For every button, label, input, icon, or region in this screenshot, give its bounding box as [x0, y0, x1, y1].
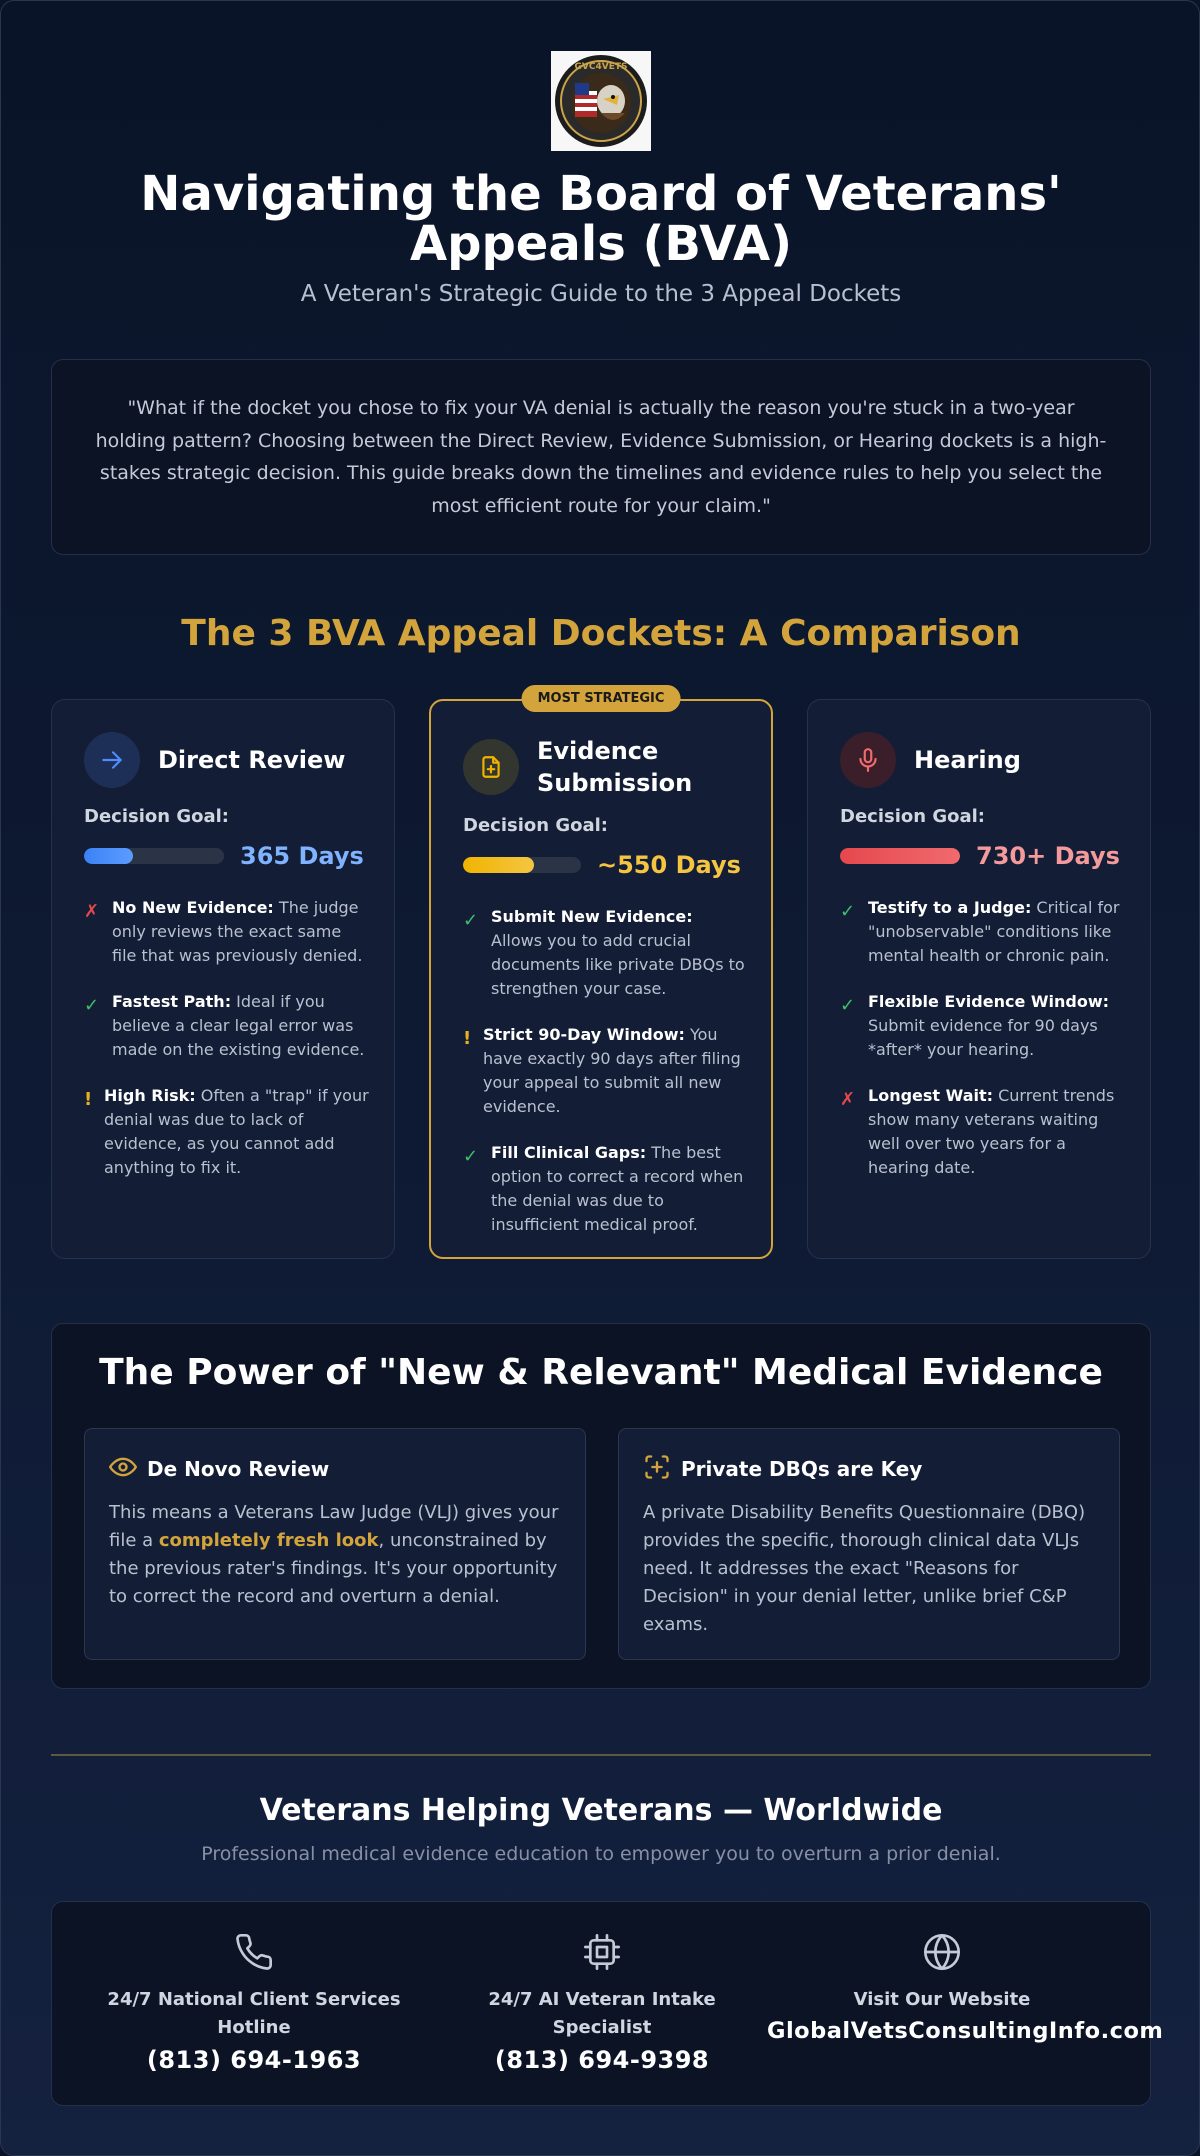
contact-label-line1: 24/7 National Client Services [107, 1989, 401, 2010]
point-text: Often a "trap" if your denial was due to lack of evidence, as you cannot add anything to fix it. [104, 1086, 369, 1177]
decision-goal-label: Decision Goal: [840, 806, 985, 827]
page-title-line1: Navigating the Board of Veterans' [140, 166, 1062, 222]
card-title: Hearing [914, 746, 1021, 774]
private-dbq-card [618, 1428, 1120, 1660]
point-text: The judge only reviews the exact same file that was previously denied. [112, 898, 363, 965]
decision-goal-label: Decision Goal: [463, 815, 608, 836]
card-points [840, 896, 1126, 1202]
de-novo-header [109, 1453, 561, 1485]
list-item [463, 905, 747, 1001]
contact-website[interactable] [767, 1932, 1164, 2044]
contact-box [51, 1901, 1164, 2106]
point-title: High Risk: [104, 1086, 196, 1105]
footer-title: Veterans Helping Veterans — Worldwide [259, 1793, 943, 1828]
divider [51, 1754, 1151, 1756]
decision-goal-row [840, 842, 1120, 870]
contact-label [84, 1986, 424, 2042]
list-item [84, 1084, 370, 1180]
list-item [840, 896, 1126, 968]
docket-card-hearing [807, 699, 1151, 1259]
progress-bar [463, 857, 581, 873]
list-item [840, 990, 1126, 1062]
progress-bar-fill [840, 848, 960, 864]
contact-hotline[interactable] [84, 1932, 424, 2074]
cpu-chip-icon [432, 1932, 772, 1972]
globe-icon [767, 1932, 1117, 1972]
check-icon: ✓ [840, 995, 856, 1016]
decision-days: 365 Days [240, 842, 364, 870]
page-title-line2: Appeals (BVA) [409, 216, 793, 272]
decision-goal-row [463, 851, 741, 879]
arrow-right-icon [84, 732, 140, 788]
progress-bar-fill [84, 848, 133, 864]
medical-evidence-section [51, 1323, 1151, 1689]
warning-icon: ! [84, 1089, 93, 1110]
point-title: No New Evidence: [112, 898, 274, 917]
list-item [84, 896, 370, 968]
highlight-text: completely fresh look [158, 1530, 379, 1551]
intro-quote-text: "What if the docket you chose to fix your VA denial is actually the reason you're stuck in a two-year holding pattern? Choosing between the Direct Review, Evidence Submission, or Hearing dockets is a high-stakes strategic decision. This guide breaks down the timelines and evidence rules to help you select the most efficient route for your claim." [95, 397, 1107, 517]
decision-goal-row [84, 842, 364, 870]
point-title: Flexible Evidence Window: [868, 992, 1110, 1011]
logo [551, 51, 651, 151]
card-title: Direct Review [158, 746, 346, 774]
card-header [84, 732, 345, 788]
point-text: You have exactly 90 days after filing your appeal to submit all new evidence. [483, 1025, 741, 1116]
check-icon: ✓ [463, 1146, 479, 1167]
eye-icon [109, 1453, 137, 1485]
docket-card-direct-review [51, 699, 395, 1259]
de-novo-card [84, 1428, 586, 1660]
point-title: Testify to a Judge: [868, 898, 1032, 917]
warning-icon: ! [463, 1028, 472, 1049]
page-subtitle: A Veteran's Strategic Guide to the 3 Appeal Dockets [300, 281, 902, 307]
point-title: Longest Wait: [868, 1086, 994, 1105]
contact-ai-intake[interactable] [432, 1932, 772, 2074]
footer-subtitle: Professional medical evidence education to empower you to overturn a prior denial. [201, 1843, 1001, 1865]
check-icon: ✓ [840, 901, 856, 922]
hotline-phone-number[interactable]: (813) 694-1963 [146, 2046, 362, 2074]
card-header [840, 732, 1021, 788]
progress-bar [84, 848, 224, 864]
progress-bar-fill [463, 857, 534, 873]
card-points [463, 905, 747, 1259]
point-text: Critical for "unobservable" conditions like mental health or chronic pain. [868, 898, 1120, 965]
contact-label-line1: 24/7 AI Veteran Intake [488, 1989, 716, 2010]
list-item [84, 990, 370, 1062]
private-dbq-header [643, 1453, 1095, 1485]
decision-days: ~550 Days [597, 851, 741, 879]
contact-label-line1: Visit Our Website [853, 1989, 1031, 2010]
card-title: Evidence Submission [537, 737, 693, 797]
intro-quote-box [51, 359, 1151, 555]
point-text: Ideal if you believe a clear legal error was made on the existing evidence. [112, 992, 365, 1059]
point-title: Submit New Evidence: [491, 907, 693, 926]
eagle-seal-logo-icon [553, 53, 649, 149]
decision-goal-label: Decision Goal: [84, 806, 229, 827]
list-item [463, 1141, 747, 1237]
card-points [84, 896, 370, 1202]
page-title [1, 166, 1200, 272]
contact-label [432, 1986, 772, 2042]
contact-label [767, 1986, 1117, 2014]
list-item [840, 1084, 1126, 1180]
ai-intake-phone-number[interactable]: (813) 694-9398 [494, 2046, 710, 2074]
comparison-title: The 3 BVA Appeal Dockets: A Comparison [181, 613, 1021, 654]
check-icon: ✓ [463, 910, 479, 931]
point-text: The best option to correct a record when the denial was due to insufficient medical proof. [491, 1143, 744, 1234]
private-dbq-title: Private DBQs are Key [681, 1457, 923, 1481]
point-title: Strict 90-Day Window: [483, 1025, 685, 1044]
point-title: Fill Clinical Gaps: [491, 1143, 647, 1162]
phone-icon [84, 1932, 424, 1972]
point-text: Submit evidence for 90 days *after* your hearing. [868, 1016, 1098, 1059]
scan-plus-icon [643, 1453, 671, 1485]
decision-days: 730+ Days [976, 842, 1120, 870]
point-text: Current trends show many veterans waiting well over two years for a hearing date. [868, 1086, 1115, 1177]
point-title: Fastest Path: [112, 992, 232, 1011]
de-novo-title: De Novo Review [147, 1457, 330, 1481]
list-item [463, 1023, 747, 1119]
contact-label-line2: Hotline [217, 2017, 291, 2038]
medical-evidence-title: The Power of "New & Relevant" Medical Evidence [99, 1352, 1103, 1393]
de-novo-text: This means a Veterans Law Judge (VLJ) gives your file a completely fresh look, unconstrained by the previous rater's findings. It's your opportunity to correct the record and overturn a denial. [109, 1502, 559, 1607]
website-link[interactable]: GlobalVetsConsultingInfo.com [767, 2018, 1164, 2044]
file-plus-icon [463, 739, 519, 795]
most-strategic-badge: MOST STRATEGIC [522, 685, 681, 712]
card-header [463, 735, 737, 799]
check-icon: ✓ [84, 995, 100, 1016]
point-text: Allows you to add crucial documents like private DBQs to strengthen your case. [491, 931, 745, 998]
docket-card-evidence-submission [429, 691, 773, 1259]
progress-bar [840, 848, 960, 864]
svg-text:GVC4VETS: GVC4VETS [574, 62, 628, 72]
x-mark-icon: ✗ [84, 901, 100, 922]
microphone-icon [840, 732, 896, 788]
contact-label-line2: Specialist [552, 2017, 652, 2038]
x-mark-icon: ✗ [840, 1089, 856, 1110]
private-dbq-text: A private Disability Benefits Questionnaire (DBQ) provides the specific, thorough clinical data VLJs need. It addresses the exact "Reasons for Decision" in your denial letter, unlike brief C&P exams. [643, 1502, 1086, 1635]
